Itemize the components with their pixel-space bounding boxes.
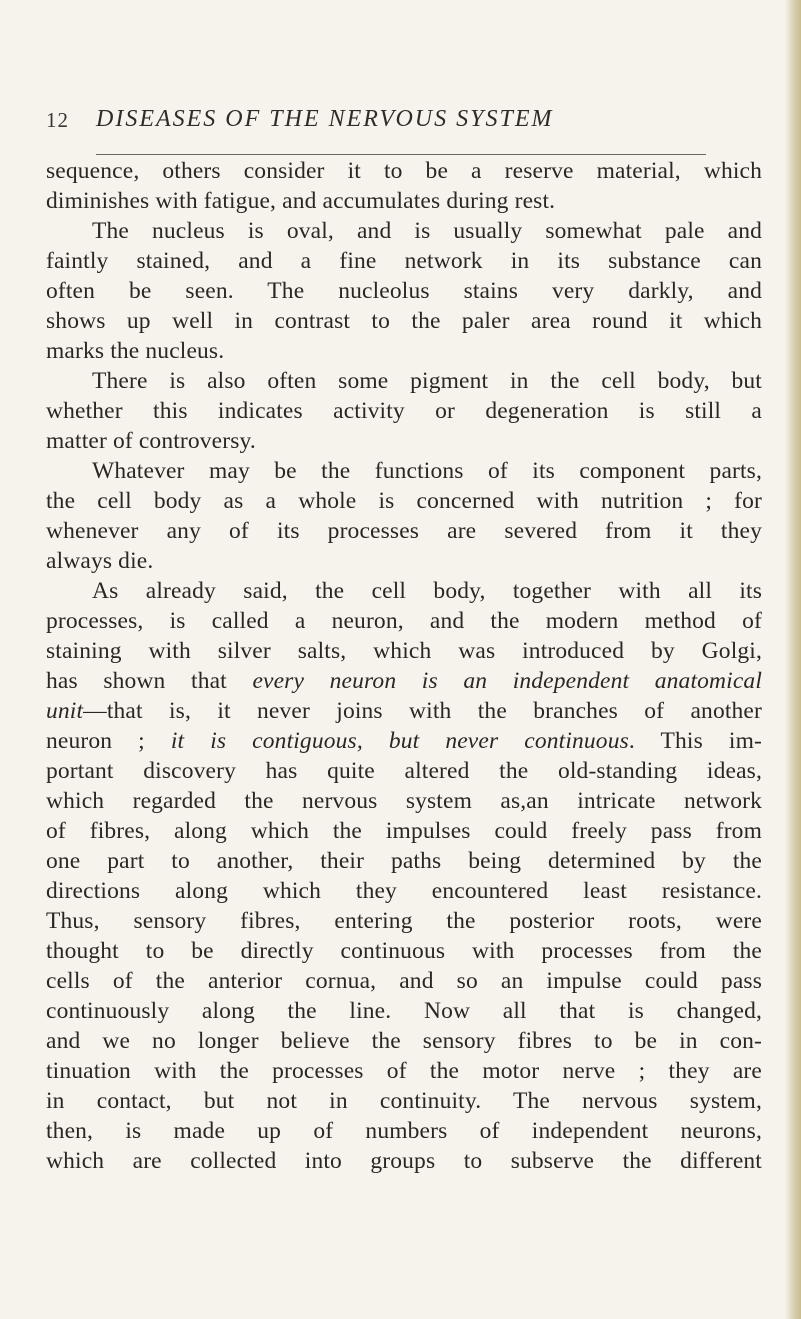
text-line: whenever any of its processes are severed from it they — [46, 518, 762, 544]
text-line: which are collected into groups to subserve the different — [46, 1148, 762, 1174]
text-line: unit—that is, it never joins with the branches of another — [46, 698, 762, 724]
text-line: always die. — [46, 548, 154, 574]
text-line: the cell body as a whole is concerned with nutrition ; for — [46, 488, 762, 514]
text-line: then, is made up of numbers of independent neurons, — [46, 1118, 762, 1144]
text-line: matter of controversy. — [46, 428, 256, 454]
text-line: which regarded the nervous system as,an intricate network — [46, 788, 762, 814]
text-line: continuously along the line. Now all that is changed, — [46, 998, 762, 1024]
text-line: portant discovery has quite altered the old-standing ideas, — [46, 758, 762, 784]
text-line: staining with silver salts, which was introduced by Golgi, — [46, 638, 762, 664]
text-line: one part to another, their paths being determined by the — [46, 848, 762, 874]
text-line: Thus, sensory fibres, entering the posterior roots, were — [46, 908, 762, 934]
text-line: directions along which they encountered least resistance. — [46, 878, 762, 904]
text-line: often be seen. The nucleolus stains very darkly, and — [46, 278, 762, 304]
text-line: whether this indicates activity or degeneration is still a — [46, 398, 762, 424]
text-line: and we no longer believe the sensory fibres to be in con- — [46, 1028, 762, 1054]
body-text — [46, 156, 762, 1176]
italic-emphasis: unit — [46, 698, 84, 724]
text-line: faintly stained, and a fine network in its substance can — [46, 248, 762, 274]
text-line: neuron ; it is contiguous, but never continuous. This im- — [46, 728, 762, 754]
page-number: 12 — [46, 108, 69, 132]
text-line: thought to be directly continuous with processes from the — [46, 938, 762, 964]
text-line: diminishes with fatigue, and accumulates during rest. — [46, 188, 556, 214]
paragraph-start: Whatever may be the functions of its component parts, — [92, 458, 762, 484]
text-line: tinuation with the processes of the motor nerve ; they are — [46, 1058, 762, 1084]
running-header — [0, 106, 801, 142]
italic-emphasis: every neuron is an independent anatomical — [252, 668, 763, 694]
text-line: processes, is called a neuron, and the modern method of — [46, 608, 762, 634]
text-line: of fibres, along which the impulses could freely pass from — [46, 818, 762, 844]
paragraph-start: The nucleus is oval, and is usually somewhat pale and — [92, 218, 762, 244]
paragraph-start: As already said, the cell body, together with all its — [92, 578, 762, 604]
header-rule — [96, 154, 706, 155]
text-line: has shown that every neuron is an independent anatomical — [46, 668, 763, 694]
running-title: DISEASES OF THE NERVOUS SYSTEM — [96, 106, 554, 132]
text-line: cells of the anterior cornua, and so an impulse could pass — [46, 968, 762, 994]
text-line: marks the nucleus. — [46, 338, 225, 364]
italic-emphasis: it is contiguous, but never continuous — [170, 728, 629, 754]
page-edge — [785, 0, 801, 1319]
text-line: sequence, others consider it to be a reserve material, which — [46, 158, 762, 184]
text-line: in contact, but not in continuity. The nervous system, — [46, 1088, 762, 1114]
paragraph-start: There is also often some pigment in the cell body, but — [92, 368, 762, 394]
text-line: shows up well in contrast to the paler area round it which — [46, 308, 762, 334]
